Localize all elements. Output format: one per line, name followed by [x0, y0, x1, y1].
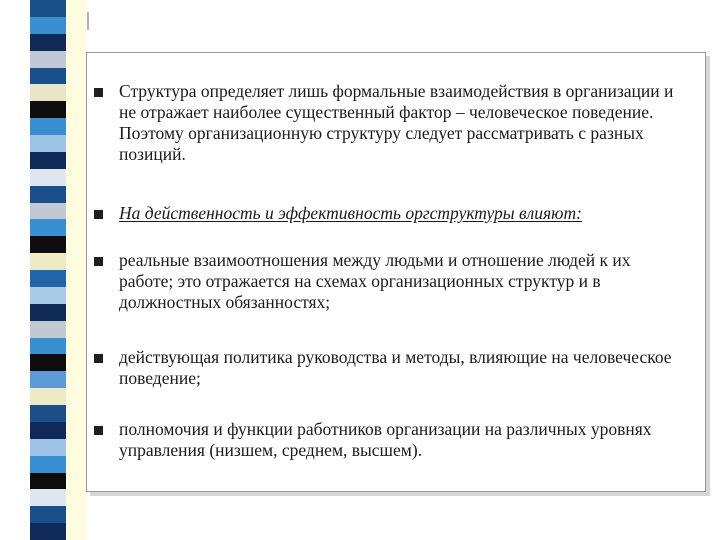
- decorative-stripe-bar: [30, 0, 66, 540]
- stripe-segment: [30, 321, 66, 338]
- bullet-square-icon: [94, 426, 103, 435]
- stripe-segment: [30, 135, 66, 152]
- stripe-segment: [30, 203, 66, 220]
- stripe-segment: [30, 84, 66, 101]
- stripe-segment: [30, 17, 66, 34]
- stripe-segment: [30, 489, 66, 506]
- stripe-segment: [30, 287, 66, 304]
- stripe-segment: [30, 405, 66, 422]
- bullet-item: [87, 250, 707, 313]
- decorative-tick: [87, 12, 89, 30]
- stripe-segment: [30, 186, 66, 203]
- stripe-segment: [30, 253, 66, 270]
- stripe-segment: [30, 68, 66, 85]
- stripe-segment: [30, 152, 66, 169]
- bullet-text: реальные взаимоотношения между людьми и отношение людей к их работе; это отражается на схемах организационных структур и в должностных обязанностях;: [119, 250, 631, 312]
- stripe-segment: [30, 439, 66, 456]
- stripe-segment: [30, 34, 66, 51]
- stripe-segment: [30, 338, 66, 355]
- bullet-square-icon: [94, 210, 103, 219]
- stripe-segment: [30, 0, 66, 17]
- stripe-segment: [30, 270, 66, 287]
- stripe-segment: [30, 456, 66, 473]
- bullet-heading-text: На действенность и эффективность оргструктуры влияют:: [119, 203, 582, 223]
- bullet-square-icon: [94, 257, 103, 266]
- bullet-text: действующая политика руководства и методы, влияющие на человеческое поведение;: [119, 347, 672, 388]
- bullet-text: Структура определяет лишь формальные взаимодействия в организации и не отражает наиболее существенный фактор – человеческое поведение. Поэтому организационную структуру следует рассматривать с разных позиций.: [119, 81, 674, 164]
- bullet-text: полномочия и функции работников организации на различных уровнях управления (низшем, среднем, высшем).: [119, 419, 652, 460]
- stripe-segment: [30, 422, 66, 439]
- bullet-item: [87, 81, 707, 165]
- stripe-segment: [30, 371, 66, 388]
- stripe-segment: [30, 304, 66, 321]
- stripe-segment: [30, 51, 66, 68]
- stripe-segment: [30, 236, 66, 253]
- bullet-square-icon: [94, 354, 103, 363]
- stripe-segment: [30, 219, 66, 236]
- decorative-cream-band: [66, 0, 86, 540]
- stripe-segment: [30, 388, 66, 405]
- slide-content-box: [86, 52, 706, 492]
- stripe-segment: [30, 118, 66, 135]
- stripe-segment: [30, 354, 66, 371]
- stripe-segment: [30, 473, 66, 490]
- bullet-item: [87, 347, 707, 389]
- bullet-item: [87, 419, 707, 461]
- stripe-segment: [30, 523, 66, 540]
- bullet-item: [87, 203, 707, 224]
- stripe-segment: [30, 506, 66, 523]
- bullet-square-icon: [94, 88, 103, 97]
- stripe-segment: [30, 169, 66, 186]
- stripe-segment: [30, 101, 66, 118]
